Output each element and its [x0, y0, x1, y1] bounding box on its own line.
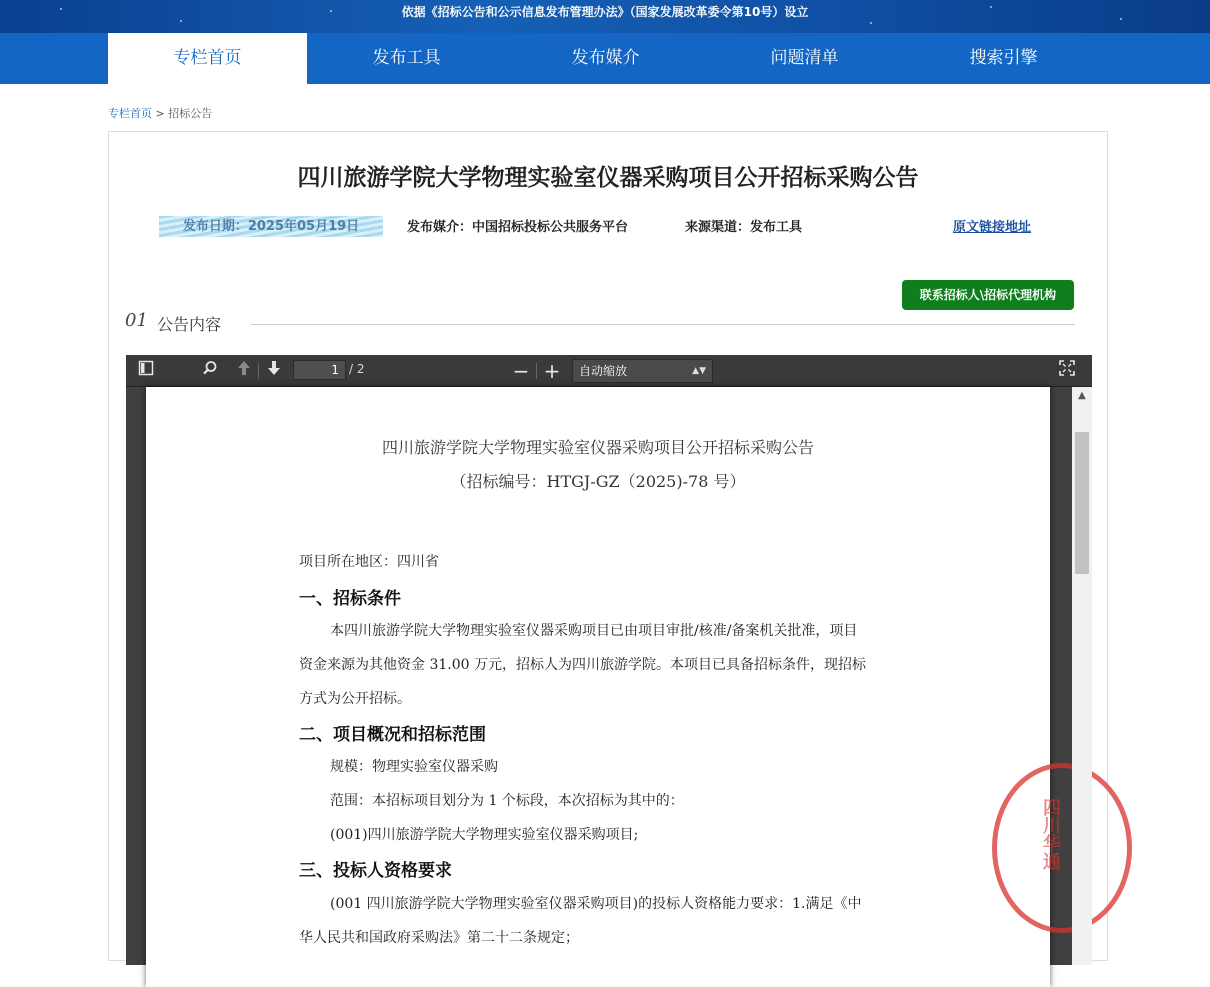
- banner-sparkle: [180, 20, 182, 22]
- nav-item-publish-tools[interactable]: 发布工具: [372, 48, 441, 68]
- nav-item-issue-list[interactable]: 问题清单: [770, 48, 839, 68]
- nav-item-home[interactable]: 专栏首页: [108, 33, 307, 84]
- banner-sparkle: [870, 22, 872, 24]
- scroll-thumb[interactable]: [1075, 432, 1089, 574]
- nav-item-publish-media[interactable]: 发布媒介: [571, 48, 640, 68]
- toolbar-separator: [258, 363, 259, 379]
- sidebar-toggle-icon[interactable]: [134, 359, 158, 383]
- notice-panel: [108, 131, 1108, 961]
- page-total: / 2: [349, 362, 365, 376]
- pdf-tender-code: （招标编号：HTGJ-GZ（2025)-78 号）: [450, 472, 746, 491]
- publish-media: 发布媒介：中国招标投标公共服务平台: [407, 220, 629, 235]
- main-nav: [0, 33, 1210, 84]
- select-arrows-icon: ▲▼: [692, 366, 706, 376]
- pdf-title: 四川旅游学院大学物理实验室仪器采购项目公开招标采购公告: [381, 438, 814, 457]
- fullscreen-icon[interactable]: [1055, 359, 1079, 383]
- section-header: [125, 310, 1075, 334]
- zoom-out-icon[interactable]: −: [512, 359, 530, 383]
- top-banner: [0, 0, 1210, 33]
- breadcrumb-current: 招标公告: [168, 107, 213, 120]
- original-link[interactable]: 原文链接地址: [953, 220, 1032, 235]
- arrow-down-icon[interactable]: [262, 359, 286, 383]
- pdf-region: 项目所在地区：四川省: [299, 554, 439, 570]
- publish-date: 发布日期：2025年05月19日: [159, 216, 383, 237]
- nav-item-search-engine[interactable]: 搜索引擎: [969, 48, 1038, 68]
- pdf-paragraph-line: (001 四川旅游学院大学物理实验室仪器采购项目)的投标人资格能力要求：1.满足《中: [330, 896, 862, 912]
- notice-title: 四川旅游学院大学物理实验室仪器采购项目公开招标采购公告: [297, 165, 919, 191]
- pdf-toolbar: [126, 355, 1092, 387]
- breadcrumb-separator: >: [155, 107, 165, 120]
- pdf-paragraph-line: 华人民共和国政府采购法》第二十二条规定；: [299, 930, 579, 946]
- pdf-heading-1: 一、招标条件: [299, 589, 401, 609]
- breadcrumb-home-link[interactable]: 专栏首页: [108, 107, 152, 120]
- page-number-input[interactable]: 1: [293, 360, 346, 380]
- seal-text: 四川华通: [1040, 798, 1061, 870]
- pdf-viewer: [126, 355, 1092, 965]
- pdf-heading-3: 三、投标人资格要求: [299, 861, 452, 881]
- search-icon[interactable]: [198, 359, 222, 383]
- pdf-paragraph-line: 方式为公开招标。: [299, 691, 411, 707]
- pdf-scrollbar[interactable]: [1072, 387, 1092, 965]
- section-label: 公告内容: [157, 315, 222, 334]
- pdf-scale: 规模：物理实验室仪器采购: [330, 759, 498, 775]
- pdf-scope: 范围：本招标项目划分为 1 个标段，本次招标为其中的：: [330, 793, 684, 809]
- toolbar-separator: [536, 363, 537, 379]
- section-number: 01: [125, 310, 148, 331]
- zoom-in-icon[interactable]: +: [543, 359, 561, 383]
- pdf-paragraph-line: 本四川旅游学院大学物理实验室仪器采购项目已由项目审批/核准/备案机关批准，项目: [330, 623, 858, 639]
- pdf-page: [146, 387, 1061, 987]
- section-divider: [251, 324, 1075, 325]
- pdf-paragraph-line: 资金来源为其他资金 31.00 万元，招标人为四川旅游学院。本项目已具备招标条件，现招标: [299, 657, 866, 673]
- arrow-up-icon[interactable]: [232, 359, 256, 383]
- scroll-up-arrow-icon[interactable]: ▲: [1078, 390, 1086, 401]
- pdf-heading-2: 二、项目概况和招标范围: [299, 725, 486, 745]
- breadcrumb: [108, 105, 212, 121]
- official-seal: [992, 763, 1132, 933]
- banner-slogan: 依据《招标公告和公示信息发布管理办法》（国家发展改革委令第10号）设立: [401, 5, 809, 19]
- pdf-lot: (001)四川旅游学院大学物理实验室仪器采购项目;: [330, 827, 639, 843]
- zoom-select[interactable]: [572, 359, 713, 383]
- source-channel: 来源渠道：发布工具: [685, 220, 803, 235]
- zoom-select-value: 自动缩放: [579, 364, 628, 378]
- contact-agency-button[interactable]: 联系招标人\招标代理机构: [902, 280, 1074, 310]
